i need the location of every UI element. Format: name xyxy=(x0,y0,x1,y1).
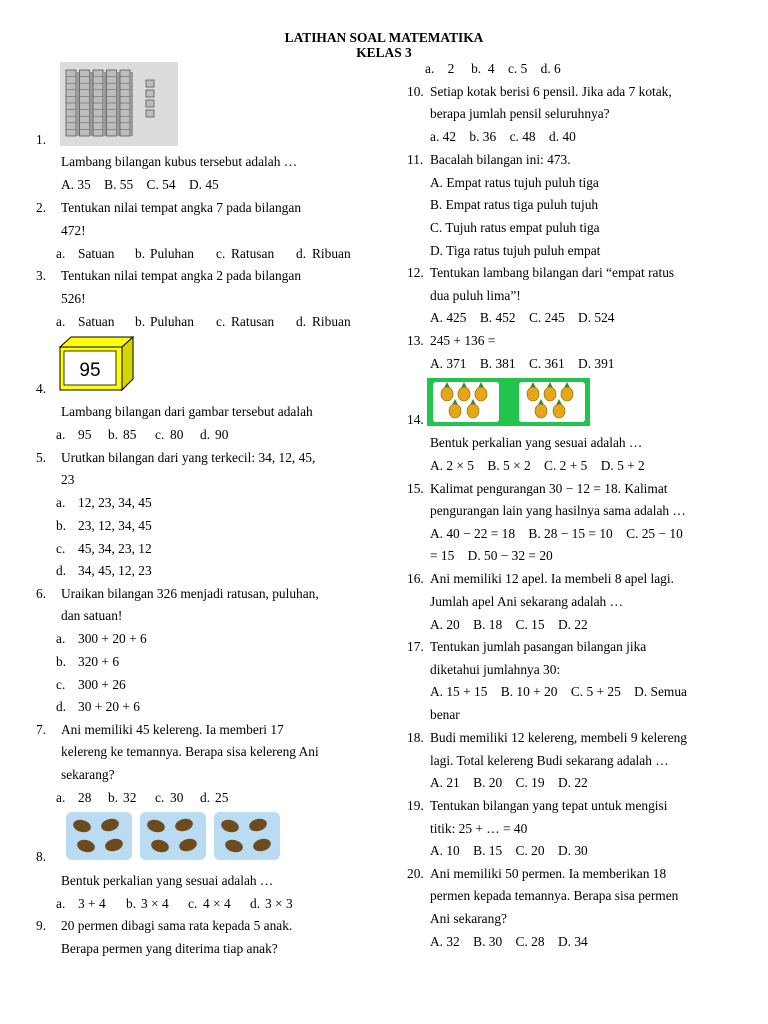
q14-text: Bentuk perkalian yang sesuai adalah … xyxy=(430,435,643,450)
q8-option-c: 4 × 4 xyxy=(203,896,231,911)
q19-line1: Tentukan bilangan yang tepat untuk mengisi xyxy=(430,798,668,813)
q6-option-c: 300 + 26 xyxy=(78,677,126,692)
ten-rod xyxy=(93,70,106,136)
q6-option-d: 30 + 20 + 6 xyxy=(78,699,140,714)
q2-number: 2. xyxy=(36,200,47,215)
q7-line1: Ani memiliki 45 kelereng. Ia memberi 17 xyxy=(61,722,284,737)
q7-option-a-label: a. xyxy=(56,790,66,805)
q5-option-d: 34, 45, 12, 23 xyxy=(78,563,152,578)
q10-line2: berapa jumlah pensil seluruhnya? xyxy=(430,106,610,121)
q17-number: 17. xyxy=(407,639,424,654)
q5-option-d-label: d. xyxy=(56,563,67,578)
q2-option-b: Puluhan xyxy=(150,246,194,261)
q4-option-d: 90 xyxy=(215,427,229,442)
q12-number: 12. xyxy=(407,265,424,280)
q7-option-d: 25 xyxy=(215,790,229,805)
q3-number: 3. xyxy=(36,268,47,283)
q15-number: 15. xyxy=(407,481,424,496)
q2-option-a: Satuan xyxy=(78,246,115,261)
q15-line2: pengurangan lain yang hasilnya sama adalah … xyxy=(430,503,686,518)
q4-option-a-label: a. xyxy=(56,427,66,442)
q6-option-c-label: c. xyxy=(56,677,66,692)
q4-number: 4. xyxy=(36,381,47,396)
q9-line1: 20 permen dibagi sama rata kepada 5 anak. xyxy=(61,918,293,933)
q19-options: A. 10 B. 15 C. 20 D. 30 xyxy=(430,843,588,858)
q10-options: a. 42 b. 36 c. 48 d. 40 xyxy=(430,129,576,144)
unit-cube xyxy=(146,110,154,117)
q9-number: 9. xyxy=(36,918,47,933)
q11-option-b: B. Empat ratus tiga puluh tujuh xyxy=(430,197,599,212)
q3-option-a-label: a. xyxy=(56,314,66,329)
q6-number: 6. xyxy=(36,586,47,601)
q20-options: A. 32 B. 30 C. 28 D. 34 xyxy=(430,934,588,949)
potato-box xyxy=(140,812,206,860)
q9-options: a. 2 b. 4 c. 5 d. 6 xyxy=(425,61,561,76)
q5-option-b-label: b. xyxy=(56,518,67,533)
q8-option-d: 3 × 3 xyxy=(265,896,293,911)
q2-option-d: Ribuan xyxy=(312,246,351,261)
cube-value: 95 xyxy=(79,360,101,381)
ten-rod xyxy=(120,70,133,136)
q19-number: 19. xyxy=(407,798,424,813)
ten-rod xyxy=(66,70,79,136)
q4-option-d-label: d. xyxy=(200,427,211,442)
q6-option-b: 320 + 6 xyxy=(78,654,120,669)
q2-option-b-label: b. xyxy=(135,246,146,261)
potato-groups-image xyxy=(66,812,282,862)
q5-number: 5. xyxy=(36,450,47,465)
q11-number: 11. xyxy=(407,152,424,167)
q3-option-b: Puluhan xyxy=(150,314,194,329)
q12-line1: Tentukan lambang bilangan dari “empat ratus xyxy=(430,265,675,280)
q20-line2: permen kepada temannya. Berapa sisa permen xyxy=(430,888,679,903)
q3-option-a: Satuan xyxy=(78,314,115,329)
q7-option-b: 32 xyxy=(123,790,137,805)
q1-options: A. 35 B. 55 C. 54 D. 45 xyxy=(61,177,219,192)
q18-line2: lagi. Total kelereng Budi sekarang adalah … xyxy=(430,753,669,768)
q12-options: A. 425 B. 452 C. 245 D. 524 xyxy=(430,310,615,325)
q3-line2: 526! xyxy=(61,291,86,306)
q11-option-d: D. Tiga ratus tujuh puluh empat xyxy=(430,243,601,258)
q5-option-a: 12, 23, 34, 45 xyxy=(78,495,152,510)
q15-line4: = 15 D. 50 − 32 = 20 xyxy=(430,548,553,563)
q11-line1: Bacalah bilangan ini: 473. xyxy=(430,152,571,167)
q11-option-a: A. Empat ratus tujuh puluh tiga xyxy=(430,175,599,190)
q17-line4: benar xyxy=(430,707,460,722)
q1-text: Lambang bilangan kubus tersebut adalah … xyxy=(61,154,298,169)
ten-rod xyxy=(107,70,120,136)
q8-number: 8. xyxy=(36,849,47,864)
q3-option-d-label: d. xyxy=(296,314,307,329)
q4-text: Lambang bilangan dari gambar tersebut adalah xyxy=(61,404,313,419)
q6-option-a: 300 + 20 + 6 xyxy=(78,631,147,646)
q15-line1: Kalimat pengurangan 30 − 12 = 18. Kalimat xyxy=(430,481,668,496)
q2-option-c: Ratusan xyxy=(231,246,275,261)
q13-options: A. 371 B. 381 C. 361 D. 391 xyxy=(430,356,615,371)
q6-option-b-label: b. xyxy=(56,654,67,669)
q16-number: 16. xyxy=(407,571,424,586)
unit-cube xyxy=(146,90,154,97)
q3-line1: Tentukan nilai tempat angka 2 pada bilangan xyxy=(61,268,302,283)
q7-number: 7. xyxy=(36,722,47,737)
q6-line1: Uraikan bilangan 326 menjadi ratusan, puluhan, xyxy=(61,586,319,601)
q11-option-c: C. Tujuh ratus empat puluh tiga xyxy=(430,220,600,235)
q5-option-a-label: a. xyxy=(56,495,66,510)
page-title: LATIHAN SOAL MATEMATIKA xyxy=(284,30,484,45)
q16-line2: Jumlah apel Ani sekarang adalah … xyxy=(430,594,623,609)
q7-option-d-label: d. xyxy=(200,790,211,805)
q9-line2: Berapa permen yang diterima tiap anak? xyxy=(61,941,278,956)
base-ten-blocks-image xyxy=(60,62,178,146)
q3-option-d: Ribuan xyxy=(312,314,351,329)
q15-line3: A. 40 − 22 = 18 B. 28 − 15 = 10 C. 25 − 10 xyxy=(430,526,683,541)
q2-line1: Tentukan nilai tempat angka 7 pada bilangan xyxy=(61,200,302,215)
q3-option-b-label: b. xyxy=(135,314,146,329)
q5-option-c: 45, 34, 23, 12 xyxy=(78,541,152,556)
q4-option-a: 95 xyxy=(78,427,92,442)
q6-option-d-label: d. xyxy=(56,699,67,714)
q6-line2: dan satuan! xyxy=(61,608,123,623)
q7-option-c: 30 xyxy=(170,790,184,805)
q5-option-c-label: c. xyxy=(56,541,66,556)
q18-options: A. 21 B. 20 C. 19 D. 22 xyxy=(430,775,588,790)
q8-option-c-label: c. xyxy=(188,896,198,911)
unit-cube xyxy=(146,80,154,87)
pineapple-groups-image xyxy=(427,378,590,426)
q16-line1: Ani memiliki 12 apel. Ia membeli 8 apel lagi. xyxy=(430,571,674,586)
q2-option-c-label: c. xyxy=(216,246,226,261)
q4-option-c-label: c. xyxy=(155,427,165,442)
q4-option-c: 80 xyxy=(170,427,184,442)
q13-number: 13. xyxy=(407,333,424,348)
yellow-cube-image xyxy=(56,336,136,392)
q10-number: 10. xyxy=(407,84,424,99)
page-subtitle: KELAS 3 xyxy=(356,45,412,60)
q10-line1: Setiap kotak berisi 6 pensil. Jika ada 7 kotak, xyxy=(430,84,672,99)
q2-option-a-label: a. xyxy=(56,246,66,261)
q3-option-c-label: c. xyxy=(216,314,226,329)
q8-option-b-label: b. xyxy=(126,896,137,911)
q14-number: 14. xyxy=(407,412,424,427)
q14-options: A. 2 × 5 B. 5 × 2 C. 2 + 5 D. 5 + 2 xyxy=(430,458,645,473)
q17-line1: Tentukan jumlah pasangan bilangan jika xyxy=(430,639,647,654)
q7-option-c-label: c. xyxy=(155,790,165,805)
q2-option-d-label: d. xyxy=(296,246,307,261)
q8-option-a: 3 + 4 xyxy=(78,896,106,911)
q18-number: 18. xyxy=(407,730,424,745)
q20-line3: Ani sekarang? xyxy=(430,911,507,926)
q19-line2: titik: 25 + … = 40 xyxy=(430,821,528,836)
ten-rod xyxy=(80,70,93,136)
q20-line1: Ani memiliki 50 permen. Ia memberikan 18 xyxy=(430,866,667,881)
q8-option-b: 3 × 4 xyxy=(141,896,169,911)
q12-line2: dua puluh lima”! xyxy=(430,288,521,303)
q17-line2: diketahui jumlahnya 30: xyxy=(430,662,561,677)
q13-line1: 245 + 136 = xyxy=(430,333,496,348)
q18-line1: Budi memiliki 12 kelereng, membeli 9 kelereng xyxy=(430,730,687,745)
q7-line3: sekarang? xyxy=(61,767,115,782)
q1-number: 1. xyxy=(36,132,47,147)
potato-box xyxy=(214,812,280,860)
potato-box xyxy=(66,812,132,860)
unit-cube xyxy=(146,100,154,107)
q5-line2: 23 xyxy=(61,472,75,487)
q8-option-a-label: a. xyxy=(56,896,66,911)
q20-number: 20. xyxy=(407,866,424,881)
q7-option-b-label: b. xyxy=(108,790,119,805)
q4-option-b: 85 xyxy=(123,427,137,442)
q4-option-b-label: b. xyxy=(108,427,119,442)
q8-text: Bentuk perkalian yang sesuai adalah … xyxy=(61,873,274,888)
q6-option-a-label: a. xyxy=(56,631,66,646)
q7-option-a: 28 xyxy=(78,790,92,805)
q17-line3: A. 15 + 15 B. 10 + 20 C. 5 + 25 D. Semua xyxy=(430,684,687,699)
q16-options: A. 20 B. 18 C. 15 D. 22 xyxy=(430,617,588,632)
q3-option-c: Ratusan xyxy=(231,314,275,329)
q5-line1: Urutkan bilangan dari yang terkecil: 34, 12, 45, xyxy=(61,450,316,465)
q7-line2: kelereng ke temannya. Berapa sisa kelereng Ani xyxy=(61,744,319,759)
q8-option-d-label: d. xyxy=(250,896,261,911)
q5-option-b: 23, 12, 34, 45 xyxy=(78,518,152,533)
q2-line2: 472! xyxy=(61,223,86,238)
